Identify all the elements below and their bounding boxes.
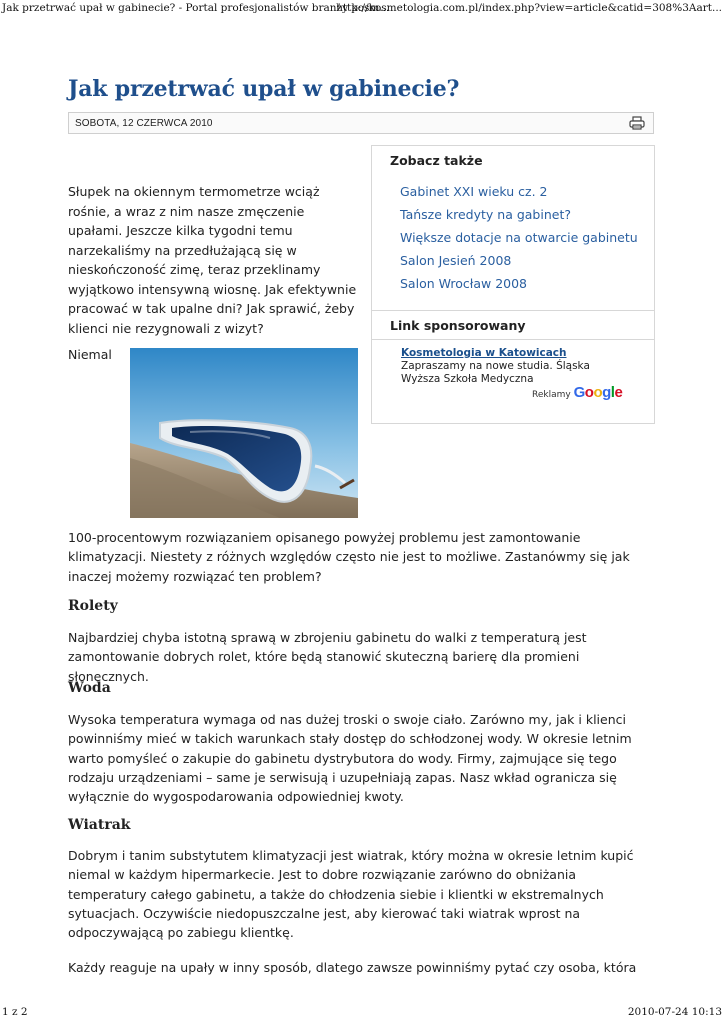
article-title: Jak przetrwać upał w gabinecie? bbox=[68, 76, 460, 102]
sponsored-text: Zapraszamy na nowe studia. Śląska Wyższa Szkoła Medyczna bbox=[401, 360, 590, 385]
section-heading-wiatrak: Wiatrak bbox=[68, 817, 131, 833]
article-date: SOBOTA, 12 CZERWCA 2010 bbox=[75, 118, 213, 129]
sponsored-title: Link sponsorowany bbox=[390, 318, 526, 333]
section-text-rolety: Najbardziej chyba istotną sprawą w zbrojeniu gabinetu do walki z temperaturą jest zamontowanie dobrych rolet, które będą stanowić skuteczną barierę dla promieni słonecznych. bbox=[68, 630, 587, 684]
intro-paragraph: Słupek na okiennym termometrze wciąż rośnie, a wraz z nim nasze zmęczenie upałami. Jeszcze kilka tygodni temu narzekaliśmy na przedłużającą się w nieskończoność zimę, teraz przeklinamy wyjątkowo intensywną wiosnę. Jak efektywnie pracować w tak upalne dni? Jak sprawić, żeby klienci nie rezygnowali z wizyt? bbox=[68, 184, 357, 336]
see-also-title: Zobacz także bbox=[390, 153, 483, 168]
date-bar bbox=[68, 112, 654, 134]
print-header-title: Jak przetrwać upał w gabinecie? - Portal profesjonalistów branży kosm... bbox=[2, 2, 390, 14]
print-header-url: http://kosmetologia.com.pl/index.php?view=article&catid=308%3Aart... bbox=[336, 2, 722, 14]
print-timestamp: 2010-07-24 10:13 bbox=[627, 1006, 722, 1018]
print-footer bbox=[2, 1006, 722, 1020]
ads-label: Reklamy bbox=[532, 390, 571, 400]
sidebar bbox=[371, 145, 655, 424]
see-also-list bbox=[400, 184, 638, 299]
google-logo: Google bbox=[573, 384, 623, 401]
see-also-link[interactable]: Gabinet XXI wieku cz. 2 bbox=[400, 184, 548, 199]
last-line: Każdy reaguje na upały w inny sposób, dlatego zawsze powinniśmy pytać czy osoba, która bbox=[68, 960, 637, 975]
sunglasses-photo bbox=[130, 348, 358, 518]
section-text-wiatrak: Dobrym i tanim substytutem klimatyzacji jest wiatrak, który można w okresie letnim kupić niemal w każdym hipermarkecie. Jest to dobre rozwiązanie zarówno do obniżania temperatury całego gabinetu, a także do chłodzenia siebie i klientki w ekstremalnych sytuacjach. Oczywiście niedopuszczalne jest, aby kierować taki wiatrak wprost na odpoczywającą po zabiegu klientkę. bbox=[68, 848, 634, 941]
see-also-link[interactable]: Salon Jesień 2008 bbox=[400, 253, 512, 268]
print-header bbox=[2, 0, 722, 14]
printer-icon[interactable] bbox=[629, 116, 645, 130]
sponsored-link[interactable]: Kosmetologia w Katowicach bbox=[401, 347, 567, 359]
see-also-link[interactable]: Salon Wrocław 2008 bbox=[400, 276, 528, 291]
see-also-link[interactable]: Tańsze kredyty na gabinet? bbox=[400, 207, 571, 222]
sidebar-divider bbox=[372, 310, 654, 311]
section-text-woda: Wysoka temperatura wymaga od nas dużej troski o swoje ciało. Zarówno my, jak i klienci powinniśmy mieć w takich warunkach stały dostęp do schłodzonej wody. W okresie letnim warto pomyśleć o zakupie do gabinetu dystrybutora do wody. Firmy, zajmujące się tego rodzaju urządzeniami – same je serwisują i uzupełniają zapas. Nasz wkład ogranicza się wyłącznie do wygospodarowania odpowiedniej kwoty. bbox=[68, 712, 632, 805]
ads-by-google[interactable] bbox=[532, 384, 622, 401]
sponsored-ad bbox=[401, 347, 631, 386]
section-heading-woda: Woda bbox=[68, 680, 111, 696]
page-number: 1 z 2 bbox=[2, 1006, 28, 1018]
continuation-paragraph: 100-procentowym rozwiązaniem opisanego powyżej problemu jest zamontowanie klimatyzacji. Niestety z różnych względów często nie jest to możliwe. Zastanówmy się jak inaczej możemy rozwiązać ten problem? bbox=[68, 530, 630, 584]
see-also-link[interactable]: Większe dotacje na otwarcie gabinetu bbox=[400, 230, 638, 245]
sidebar-divider bbox=[372, 339, 654, 340]
niemal-text: Niemal bbox=[68, 347, 112, 362]
section-heading-rolety: Rolety bbox=[68, 598, 118, 614]
